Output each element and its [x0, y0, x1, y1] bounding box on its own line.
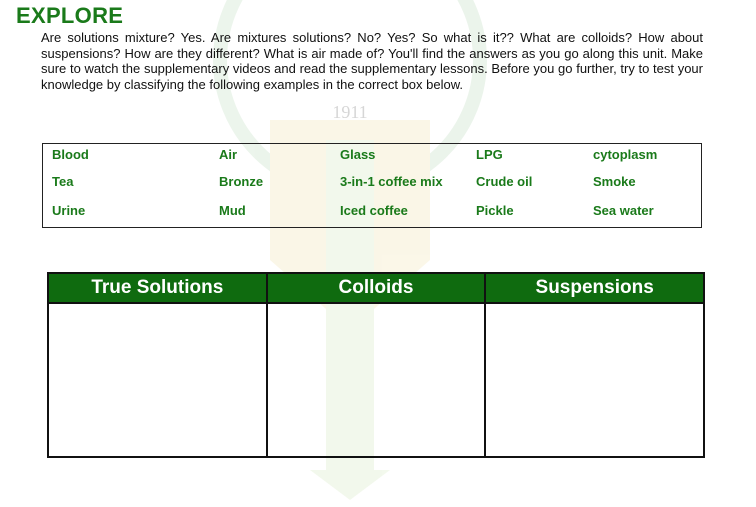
example-item: Sea water	[593, 203, 654, 218]
example-item: Smoke	[593, 174, 636, 189]
example-item: cytoplasm	[593, 147, 658, 162]
classification-table	[47, 272, 705, 458]
answer-box-true-solutions[interactable]	[48, 303, 267, 457]
example-item: Glass	[340, 147, 376, 162]
answer-box-colloids[interactable]	[267, 303, 486, 457]
example-item: Tea	[52, 174, 74, 189]
watermark-year: 1911	[332, 102, 368, 122]
example-item: Urine	[52, 203, 86, 218]
examples-row	[43, 174, 701, 194]
example-item: Pickle	[476, 203, 514, 218]
example-item: Iced coffee	[340, 203, 408, 218]
examples-row	[43, 147, 701, 167]
column-header-true-solutions: True Solutions	[48, 273, 267, 303]
example-item: Blood	[52, 147, 89, 162]
example-item: Mud	[219, 203, 246, 218]
intro-paragraph: Are solutions mixture? Yes. Are mixtures solutions? No? Yes? So what is it?? What are colloids? How about suspensions? How are they different? What is air made of? You'll find the answers as you go along this unit. Make sure to watch the supplementary videos and read the supplementary lessons. Before you go further, try to test your knowledge by classifying the following examples in the correct box below.	[41, 30, 703, 92]
example-item: 3-in-1 coffee mix	[340, 174, 443, 189]
example-item: LPG	[476, 147, 503, 162]
examples-row	[43, 203, 701, 223]
examples-box	[42, 143, 702, 228]
example-item: Bronze	[219, 174, 264, 189]
column-header-suspensions: Suspensions	[485, 273, 704, 303]
classification-answer-row	[48, 303, 704, 457]
classification-header-row	[48, 273, 704, 303]
column-header-colloids: Colloids	[267, 273, 486, 303]
answer-box-suspensions[interactable]	[485, 303, 704, 457]
section-heading: EXPLORE	[16, 3, 124, 28]
example-item: Air	[219, 147, 238, 162]
example-item: Crude oil	[476, 174, 533, 189]
